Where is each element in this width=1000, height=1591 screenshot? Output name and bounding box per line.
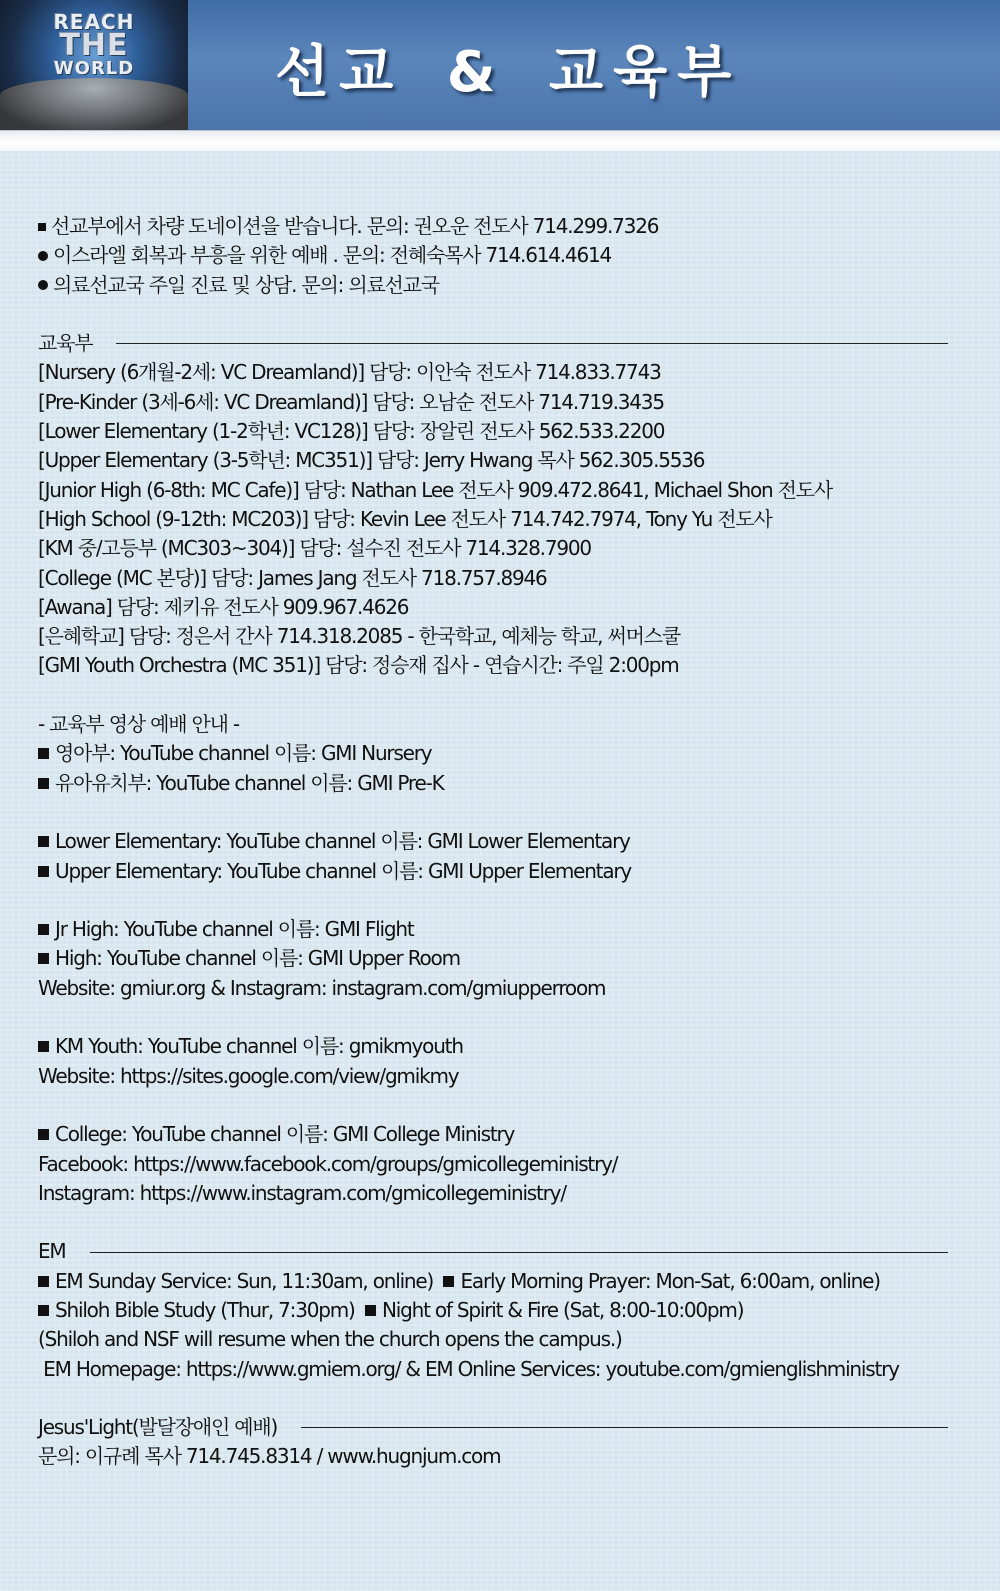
education-line-youth-orchestra: [GMI Youth Orchestra (MC 351)] 담당: 정승재 집사 - 연습시간: 주일 2:00pm — [38, 653, 679, 678]
spacer — [38, 1091, 958, 1120]
logo-text-world: WORLD — [53, 58, 135, 79]
video-item-jr-high: Jr High: YouTube channel 이름: GMI Flight — [38, 915, 958, 944]
video-item-upper-elementary: Upper Elementary: YouTube channel 이름: GMI Upper Elementary — [38, 857, 958, 886]
mission-item-israel-worship: 이스라엘 회복과 부흥을 위한 예배 . 문의: 전혜숙목사 714.614.4614 — [38, 241, 958, 270]
square-bullet-icon — [365, 1305, 376, 1316]
square-bullet-icon — [38, 223, 46, 231]
em-service-row: EM Sunday Service: Sun, 11:30am, online) Early Morning Prayer: Mon-Sat, 6:00am, online) — [38, 1267, 958, 1296]
heading-rule — [116, 343, 948, 344]
square-bullet-icon — [38, 778, 49, 789]
education-line-college: [College (MC 본당)] 담당: James Jang 전도사 718.757.8946 — [38, 565, 547, 590]
jesus-light-heading: Jesus'Light(발달장애인 예배) — [38, 1413, 958, 1442]
em-homepage: EM Homepage: https://www.gmiem.org/ & EM Online Services: youtube.com/gmienglishministry — [43, 1356, 899, 1381]
education-line-high-school: [High School (9-12th: MC203)] 담당: Kevin Lee 전도사 714.742.7974, Tony Yu 전도사 — [38, 506, 772, 531]
education-section-heading: 교육부 — [38, 329, 958, 358]
education-line-km-youth: [KM 중/고등부 (MC303~304)] 담당: 설수진 전도사 714.328.7900 — [38, 536, 591, 561]
heading-rule — [90, 1252, 949, 1253]
square-bullet-icon — [38, 748, 49, 759]
upper-room-website: Website: gmiur.org & Instagram: instagram.com/gmiupperroom — [38, 975, 606, 1000]
video-worship-heading: - 교육부 영상 예배 안내 - — [38, 712, 239, 737]
em-section-heading: EM — [38, 1237, 958, 1266]
content-body — [38, 212, 958, 1472]
dot-bullet-icon — [38, 251, 48, 261]
heading-rule — [301, 1427, 948, 1428]
college-instagram: Instagram: https://www.instagram.com/gmicollegeministry/ — [38, 1180, 566, 1205]
video-item-prek: 유아유치부: YouTube channel 이름: GMI Pre-K — [38, 769, 958, 798]
em-resume-note: (Shiloh and NSF will resume when the church opens the campus.) — [38, 1327, 622, 1352]
education-line-junior-high: [Junior High (6-8th: MC Cafe)] 담당: Nathan Lee 전도사 909.472.8641, Michael Shon 전도사 — [38, 477, 833, 502]
logo-text-reach: REACH — [53, 10, 135, 34]
square-bullet-icon — [38, 1041, 49, 1052]
education-line-lower-elementary: [Lower Elementary (1-2학년: VC128)] 담당: 장알린 전도사 562.533.2200 — [38, 419, 665, 444]
square-bullet-icon — [38, 1305, 49, 1316]
education-line-upper-elementary: [Upper Elementary (3-5학년: MC351)] 담당: Jerry Hwang 목사 562.305.5536 — [38, 448, 705, 473]
education-line-prekinder: [Pre-Kinder (3세-6세: VC Dreamland)] 담당: 오남순 전도사 714.719.3435 — [38, 389, 664, 414]
video-item-college: College: YouTube channel 이름: GMI College Ministry — [38, 1120, 958, 1149]
dot-bullet-icon — [38, 280, 48, 290]
education-line-nursery: [Nursery (6개월-2세: VC Dreamland)] 담당: 이안숙 전도사 714.833.7743 — [38, 360, 661, 385]
spacer — [38, 886, 958, 915]
video-item-high: High: YouTube channel 이름: GMI Upper Room — [38, 944, 958, 973]
spacer — [38, 798, 958, 827]
header-banner — [0, 0, 1000, 130]
em-study-row: Shiloh Bible Study (Thur, 7:30pm) Night of Spirit & Fire (Sat, 8:00-10:00pm) — [38, 1296, 958, 1325]
square-bullet-icon — [38, 1129, 49, 1140]
square-bullet-icon — [38, 866, 49, 877]
reach-the-world-logo — [0, 0, 188, 130]
square-bullet-icon — [38, 1276, 49, 1287]
education-line-awana: [Awana] 담당: 제키유 전도사 909.967.4626 — [38, 594, 409, 619]
college-facebook: Facebook: https://www.facebook.com/groups/gmicollegeministry/ — [38, 1151, 618, 1176]
jesus-light-contact: 문의: 이규례 목사 714.745.8314 / www.hugnjum.com — [38, 1444, 501, 1469]
education-line-grace-school: [은혜학교] 담당: 정은서 간사 714.318.2085 - 한국학교, 예체능 학교, 써머스쿨 — [38, 624, 680, 649]
square-bullet-icon — [38, 924, 49, 935]
spacer — [38, 1003, 958, 1032]
spacer — [38, 681, 958, 710]
square-bullet-icon — [443, 1276, 454, 1287]
globe-hands-image — [0, 78, 188, 130]
video-item-lower-elementary: Lower Elementary: YouTube channel 이름: GMI Lower Elementary — [38, 827, 958, 856]
mission-item-medical: 의료선교국 주일 진료 및 상담. 문의: 의료선교국 — [38, 271, 958, 300]
logo-text-the: THE — [59, 28, 129, 63]
km-youth-website: Website: https://sites.google.com/view/gmikmy — [38, 1063, 459, 1088]
page-title: 선교 & 교육부 — [275, 40, 742, 105]
video-item-km-youth: KM Youth: YouTube channel 이름: gmikmyouth — [38, 1032, 958, 1061]
mission-item-car-donation: 선교부에서 차량 도네이션을 받습니다. 문의: 권오운 전도사 714.299.7326 — [38, 212, 958, 241]
video-item-nursery: 영아부: YouTube channel 이름: GMI Nursery — [38, 739, 958, 768]
spacer — [38, 1384, 958, 1413]
spacer — [38, 1208, 958, 1237]
square-bullet-icon — [38, 836, 49, 847]
header-divider-band — [0, 130, 1000, 151]
square-bullet-icon — [38, 953, 49, 964]
spacer — [38, 300, 958, 329]
